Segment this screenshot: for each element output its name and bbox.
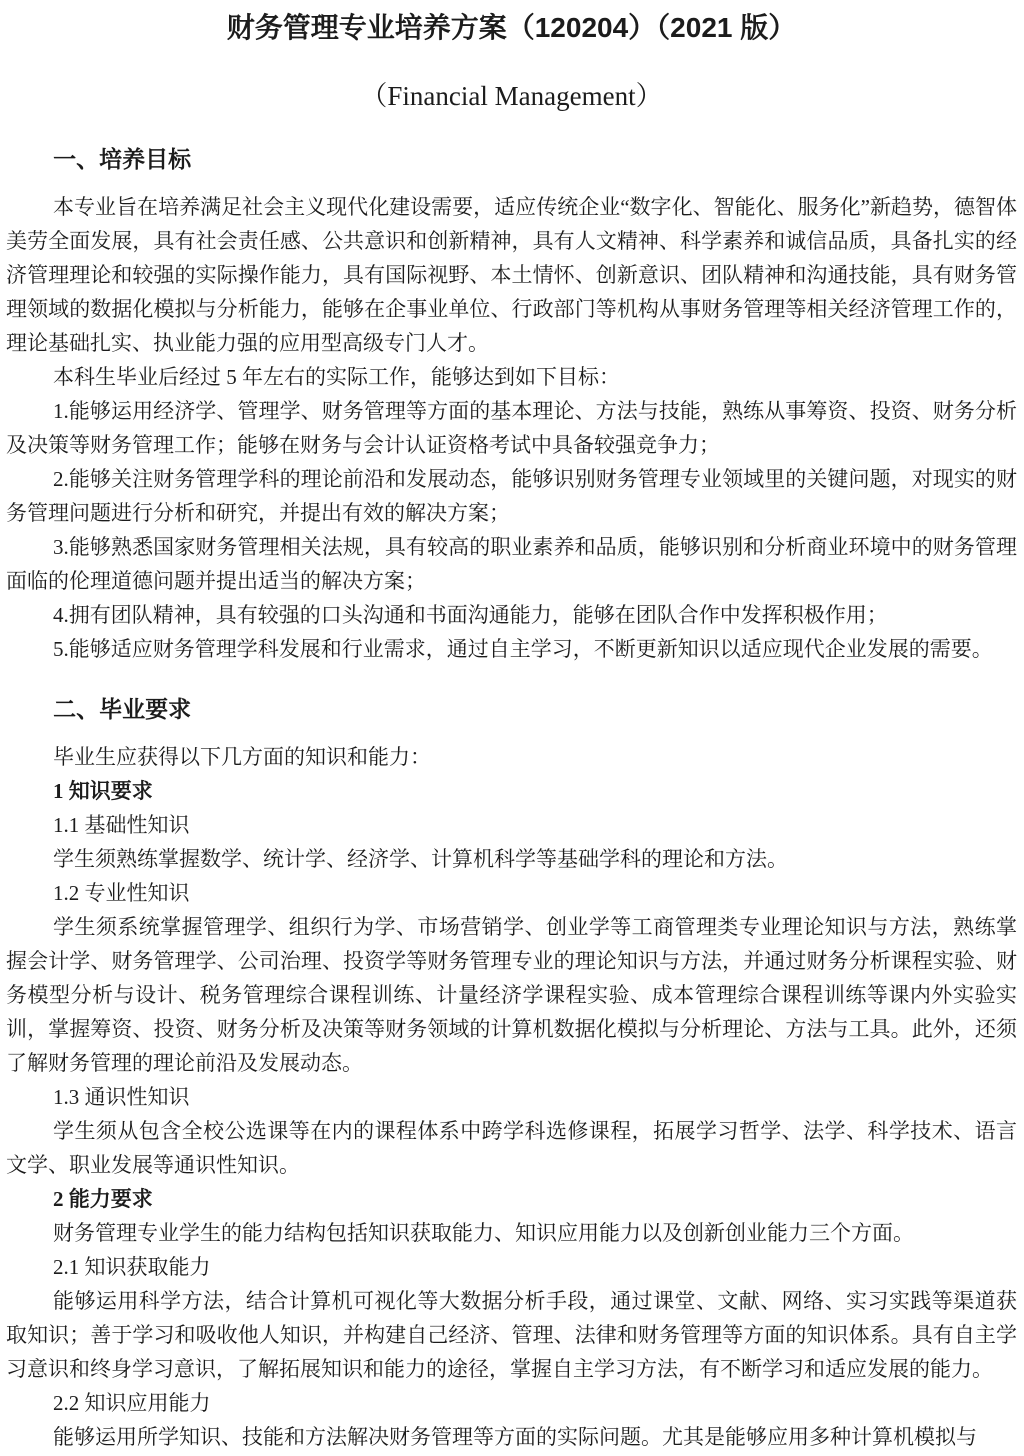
paragraph-goal-5: 5.能够适应财务管理学科发展和行业需求，通过自主学习，不断更新知识以适应现代企业发展的需要。 [53, 637, 993, 661]
paragraph-knowledge-application: 能够运用所学知识、技能和方法解决财务管理等方面的实际问题。尤其是能够应用多种计算机模拟与 [53, 1425, 978, 1449]
paragraph-ability-intro: 财务管理专业学生的能力结构包括知识获取能力、知识应用能力以及创新创业能力三个方面。 [53, 1221, 915, 1245]
paragraph-goal-2: 2.能够关注财务管理学科的理论前沿和发展动态，能够识别财务管理专业领域里的关键问题，对现实的财务管理问题进行分析和研究，并提出有效的解决方案； [6, 467, 1017, 525]
paragraph-general-knowledge: 学生须从包含全校公选课等在内的课程体系中跨学科选修课程，拓展学习哲学、法学、科学技术、语言文学、职业发展等通识性知识。 [6, 1119, 1017, 1177]
subheading-basic-knowledge: 1.1 基础性知识 [53, 813, 190, 837]
subheading-ability-requirements: 2 能力要求 [53, 1187, 153, 1211]
subheading-knowledge-requirements: 1 知识要求 [53, 779, 153, 803]
subheading-knowledge-application: 2.2 知识应用能力 [53, 1391, 211, 1415]
paragraph-requirements-intro: 毕业生应获得以下几方面的知识和能力： [53, 745, 432, 769]
section-graduation-requirements [6, 692, 1017, 1454]
section-training-objectives [6, 142, 1017, 666]
subheading-knowledge-acquisition: 2.1 知识获取能力 [53, 1255, 211, 1279]
paragraph-overview: 本专业旨在培养满足社会主义现代化建设需要，适应传统企业“数字化、智能化、服务化”新趋势，德智体美劳全面发展，具有社会责任感、公共意识和创新精神，具有人文精神、科学素养和诚信品质，具备扎实的经济管理理论和较强的实际操作能力，具有国际视野、本土情怀、创新意识、团队精神和沟通技能，具有财务管理领域的数据化模拟与分析能力，能够在企事业单位、行政部门等机构从事财务管理等相关经济管理工作的，理论基础扎实、执业能力强的应用型高级专门人才。 [6, 195, 1017, 355]
document-title: 财务管理专业培养方案（120204）（2021 版） [226, 12, 797, 43]
paragraph-knowledge-acquisition: 能够运用科学方法，结合计算机可视化等大数据分析手段，通过课堂、文献、网络、实习实践等渠道获取知识；善于学习和吸收他人知识，并构建自己经济、管理、法律和财务管理等方面的知识体系。具有自主学习意识和终身学习意识，了解拓展知识和能力的途径，掌握自主学习方法，有不断学习和适应发展的能力。 [6, 1289, 1017, 1381]
paragraph-goal-3: 3.能够熟悉国家财务管理相关法规，具有较高的职业素养和品质，能够识别和分析商业环境中的财务管理面临的伦理道德问题并提出适当的解决方案； [6, 535, 1017, 593]
paragraph-basic-knowledge: 学生须熟练掌握数学、统计学、经济学、计算机科学等基础学科的理论和方法。 [53, 847, 789, 871]
document-subtitle-english: （Financial Management） [360, 81, 663, 111]
paragraph-professional-knowledge: 学生须系统掌握管理学、组织行为学、市场营销学、创业学等工商管理类专业理论知识与方法，熟练掌握会计学、财务管理学、公司治理、投资学等财务管理专业的理论知识与方法，并通过财务分析课程实验、财务模型分析与设计、税务管理综合课程训练、计量经济学课程实验、成本管理综合课程训练等课内外实验实训，掌握筹资、投资、财务分析及决策等财务领域的计算机数据化模拟与分析理论、方法与工具。此外，还须了解财务管理的理论前沿及发展动态。 [6, 915, 1017, 1075]
subheading-professional-knowledge: 1.2 专业性知识 [53, 881, 190, 905]
paragraph-goal-1: 1.能够运用经济学、管理学、财务管理等方面的基本理论、方法与技能，熟练从事筹资、投资、财务分析及决策等财务管理工作；能够在财务与会计认证资格考试中具备较强竞争力； [6, 399, 1017, 457]
section-heading-graduation-requirements: 二、毕业要求 [53, 696, 192, 722]
subheading-general-knowledge: 1.3 通识性知识 [53, 1085, 190, 1109]
section-heading-training-objectives: 一、培养目标 [53, 146, 192, 172]
paragraph-goal-4: 4.拥有团队精神，具有较强的口头沟通和书面沟通能力，能够在团队合作中发挥积极作用； [53, 603, 888, 627]
paragraph-goal-intro: 本科生毕业后经过 5 年左右的实际工作，能够达到如下目标： [53, 365, 621, 389]
